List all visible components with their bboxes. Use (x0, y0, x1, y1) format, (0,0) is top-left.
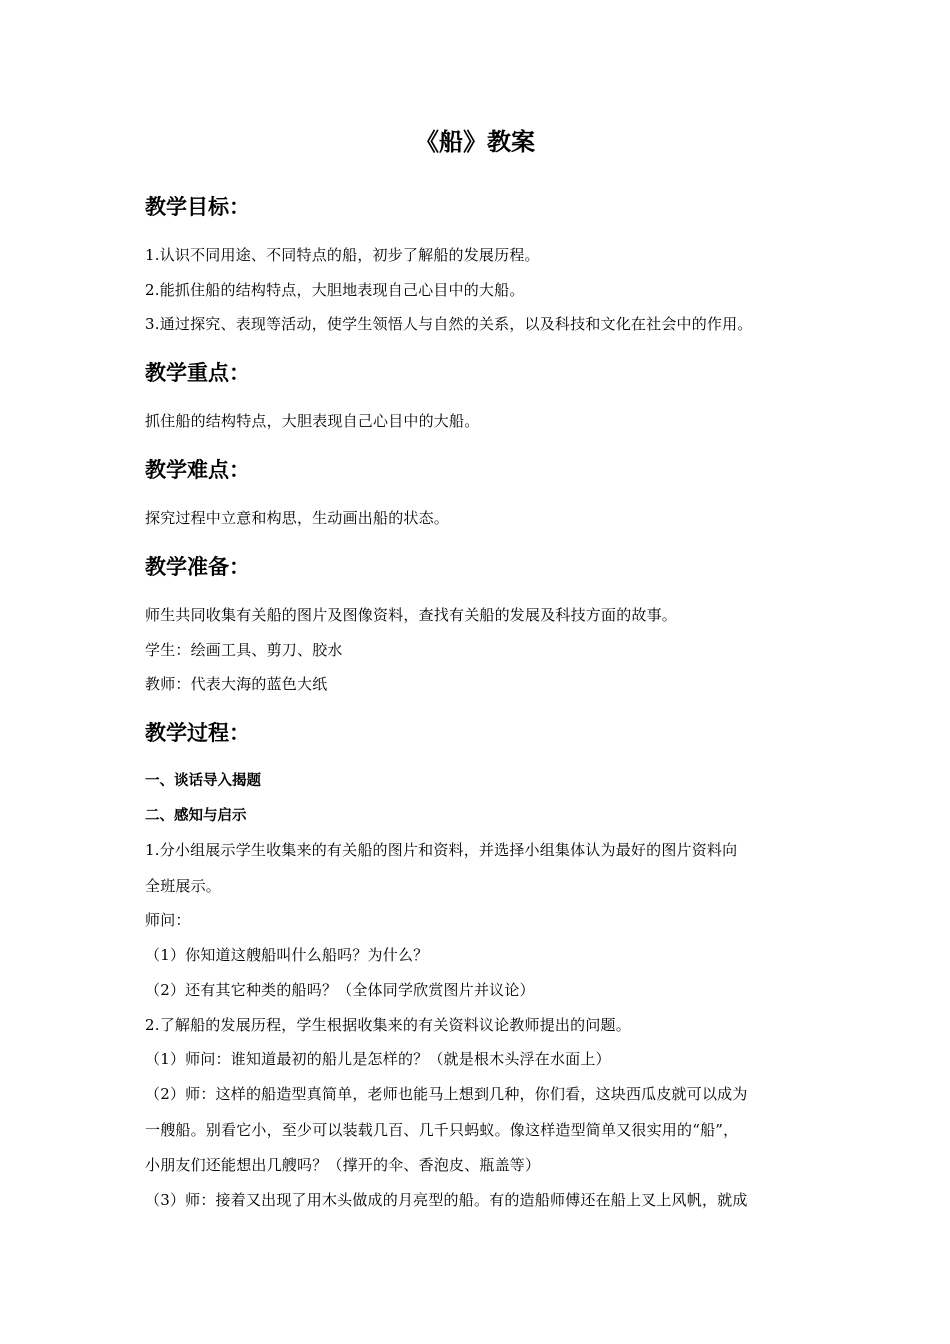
process-line: （1）你知道这艘船叫什么船吗？为什么？ (145, 946, 429, 964)
objective-item: 1.认识不同用途、不同特点的船，初步了解船的发展历程。 (145, 246, 540, 264)
heading-process: 教学过程： (145, 721, 250, 745)
process-line: 小朋友们还能想出几艘吗？（撑开的伞、香泡皮、瓶盖等） (145, 1156, 541, 1174)
heading-preparation: 教学准备： (145, 555, 250, 579)
process-line: （1）师问：谁知道最初的船儿是怎样的？（就是根木头浮在水面上） (145, 1050, 611, 1068)
process-line: （2）师：这样的船造型真简单，老师也能马上想到几种，你们看，这块西瓜皮就可以成为 (145, 1085, 748, 1103)
objective-item: 3.通过探究、表现等活动，使学生领悟人与自然的关系，以及科技和文化在社会中的作用。 (145, 315, 753, 333)
process-line: 一艘船。别看它小，至少可以装载几百、几千只蚂蚁。像这样造型简单又很实用的“船”， (145, 1121, 739, 1139)
heading-difficulties: 教学难点： (145, 458, 250, 482)
preparation-item: 教师：代表大海的蓝色大纸 (145, 675, 328, 693)
difficulties-text: 探究过程中立意和构思，生动画出船的状态。 (145, 509, 450, 527)
process-line: （2）还有其它种类的船吗？（全体同学欣赏图片并议论） (145, 981, 535, 999)
heading-key-points: 教学重点： (145, 361, 250, 385)
key-points-text: 抓住船的结构特点，大胆表现自己心目中的大船。 (145, 412, 480, 430)
page-title: 《船》教案 (415, 128, 535, 156)
process-line: 1.分小组展示学生收集来的有关船的图片和资料，并选择小组集体认为最好的图片资料向 (145, 841, 738, 859)
heading-objectives: 教学目标： (145, 195, 250, 219)
preparation-item: 学生：绘画工具、剪刀、胶水 (145, 641, 343, 659)
section-heading: 一、谈话导入揭题 (145, 773, 261, 789)
process-line: 2.了解船的发展历程，学生根据收集来的有关资料议论教师提出的问题。 (145, 1016, 631, 1034)
preparation-item: 师生共同收集有关船的图片及图像资料，查找有关船的发展及科技方面的故事。 (145, 606, 678, 624)
process-line: 全班展示。 (145, 877, 222, 895)
process-line: 师问： (145, 911, 191, 929)
objective-item: 2.能抓住船的结构特点，大胆地表现自己心目中的大船。 (145, 281, 525, 299)
process-line: （3）师：接着又出现了用木头做成的月亮型的船。有的造船师傅还在船上叉上风帆，就成 (145, 1191, 748, 1209)
section-heading: 二、感知与启示 (145, 808, 247, 824)
